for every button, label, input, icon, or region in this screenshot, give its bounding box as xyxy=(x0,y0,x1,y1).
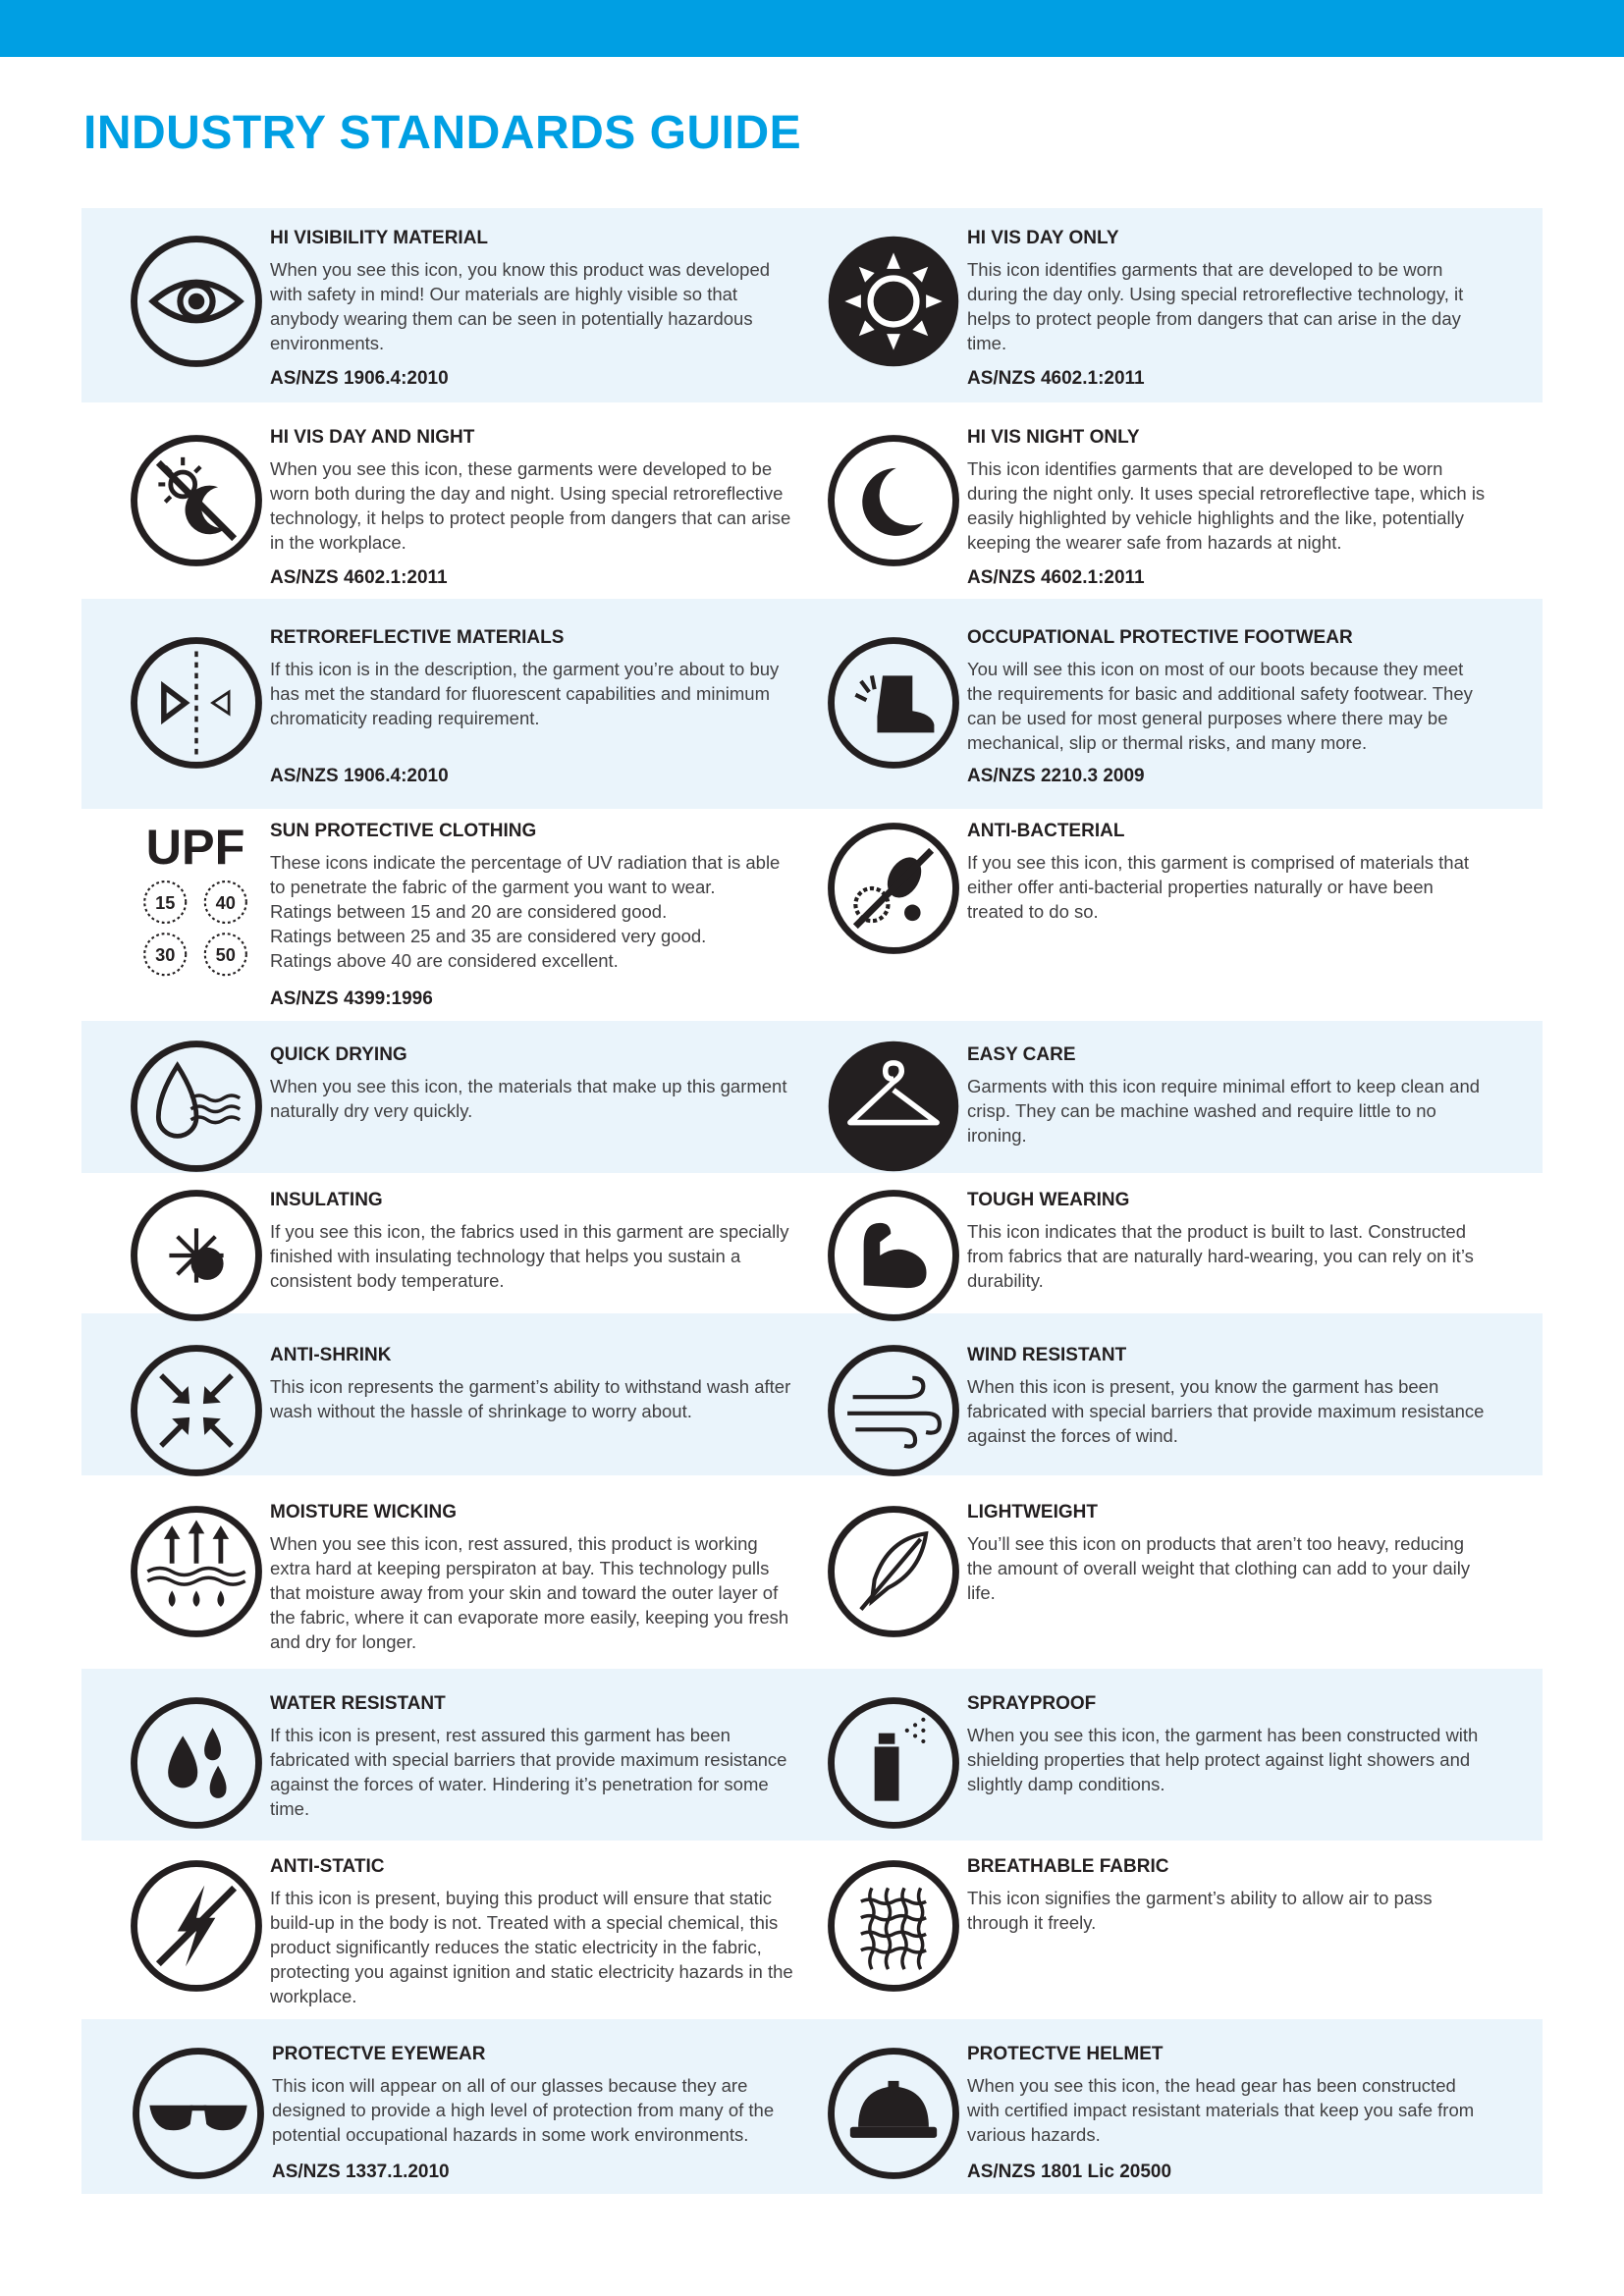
anti-shrink-icon xyxy=(129,1343,264,1478)
wind-icon xyxy=(826,1343,961,1478)
retroreflective-icon xyxy=(129,635,264,771)
item-title: HI VIS NIGHT ONLY xyxy=(967,427,1140,448)
item-description: When you see this icon, rest assured, this product is working extra hard at keeping perspiraton at bay. This technology pulls that moisture away from your skin and toward the outer layer of the fabric, where it can evaporate more easily, keeping you fresh and dry for longer. xyxy=(270,1533,789,1652)
anti-bacterial-icon xyxy=(826,821,961,956)
item-description: When you see this icon, you know this product was developed with safety in mind! Our materials are highly visible so that anybody wearing them can be seen in potentially hazardous environments. xyxy=(270,259,771,353)
item-description: If you see this icon, the fabrics used in this garment are specially finished with insulating technology that helps you sustain a consistent body temperature. xyxy=(270,1221,789,1291)
item-title: HI VIS DAY ONLY xyxy=(967,228,1119,248)
item-standard: AS/NZS 4602.1:2011 xyxy=(967,567,1145,588)
item-title: ANTI-STATIC xyxy=(270,1856,385,1877)
rating-line: Ratings above 40 are considered excellent. xyxy=(270,950,619,971)
item-description: This icon signifies the garment’s ability to allow air to pass through it freely. xyxy=(967,1888,1433,1933)
item-standard: AS/NZS 4602.1:2011 xyxy=(270,567,448,588)
rating-line: Ratings between 15 and 20 are considered good. xyxy=(270,901,668,922)
item-standard: AS/NZS 4602.1:2011 xyxy=(967,368,1145,389)
eye-icon xyxy=(129,234,264,369)
item-title: ANTI-SHRINK xyxy=(270,1345,392,1365)
upf-icon xyxy=(127,819,264,986)
item-title: RETROREFLECTIVE MATERIALS xyxy=(270,627,565,648)
item-standard: AS/NZS 1906.4:2010 xyxy=(270,766,449,786)
upf-rating: 15 xyxy=(155,893,176,913)
item-description: When you see this icon, the garment has been constructed with shielding properties that help protect against light showers and slightly damp conditions. xyxy=(967,1725,1479,1794)
spray-can-icon xyxy=(826,1695,961,1831)
sun-moon-icon xyxy=(129,433,264,568)
item-standard: AS/NZS 1801 Lic 20500 xyxy=(967,2162,1172,2182)
item-description: If this icon is in the description, the garment you’re about to buy has met the standard for fluorescent capabilities and minimum chromaticity reading requirement. xyxy=(270,659,780,728)
item-description: You will see this icon on most of our boots because they meet the requirements for basic and additional safety footwear. They can be used for most general purposes where there may be mechanical, slip or thermal risks, and many more. xyxy=(967,659,1473,753)
upf-rating: 50 xyxy=(215,945,236,966)
hanger-icon xyxy=(826,1039,961,1174)
item-description: You’ll see this icon on products that aren’t too heavy, reducing the amount of overall weight that clothing can add to your daily life. xyxy=(967,1533,1471,1603)
item-title: SUN PROTECTIVE CLOTHING xyxy=(270,821,537,841)
page-title: INDUSTRY STANDARDS GUIDE xyxy=(83,107,802,159)
sunglasses-icon xyxy=(131,2046,266,2181)
item-description: If this icon is present, buying this product will ensure that static build-up in the body is not. Treated with a special chemical, this product significantly reduces the static electricity in the fabric, protecting you against ignition and static electricity hazards in the workplace. xyxy=(270,1888,793,2006)
insulating-icon xyxy=(129,1188,264,1323)
item-title: OCCUPATIONAL PROTECTIVE FOOTWEAR xyxy=(967,627,1353,648)
item-title: ANTI-BACTERIAL xyxy=(967,821,1125,841)
item-description: If this icon is present, rest assured this garment has been fabricated with special barriers that provide maximum resistance against the forces of water. Hindering it’s penetration for some time. xyxy=(270,1725,787,1819)
moisture-wicking-icon xyxy=(129,1504,264,1639)
top-accent-bar xyxy=(0,0,1624,57)
item-standard: AS/NZS 2210.3 2009 xyxy=(967,766,1145,786)
item-standard: AS/NZS 1906.4:2010 xyxy=(270,368,449,389)
item-title: PROTECTVE EYEWEAR xyxy=(272,2044,486,2064)
item-description: When you see this icon, these garments were developed to be worn both during the day and night. Using special retroreflective technology, it helps to protect people from dangers that can arise in the workplace. xyxy=(270,458,791,553)
item-description: This icon indicates that the product is built to last. Constructed from fabrics that are naturally hard-wearing, you can rely on it’s durability. xyxy=(967,1221,1474,1291)
item-title: PROTECTVE HELMET xyxy=(967,2044,1164,2064)
item-title: EASY CARE xyxy=(967,1044,1076,1065)
item-title: HI VIS DAY AND NIGHT xyxy=(270,427,475,448)
rating-line: Ratings between 25 and 35 are considered very good. xyxy=(270,926,707,946)
item-description: When this icon is present, you know the garment has been fabricated with special barriers that provide maximum resistance against the forces of wind. xyxy=(967,1376,1485,1446)
boot-icon xyxy=(826,635,961,771)
item-title: SPRAYPROOF xyxy=(967,1693,1097,1714)
item-description: This icon will appear on all of our glasses because they are designed to provide a high level of protection from many of the potential occupational hazards in some work environments. xyxy=(272,2075,775,2145)
moon-icon xyxy=(826,433,961,568)
item-title: WIND RESISTANT xyxy=(967,1345,1127,1365)
item-title: HI VISIBILITY MATERIAL xyxy=(270,228,489,248)
item-description: When you see this icon, the materials that make up this garment naturally dry very quickly. xyxy=(270,1076,787,1121)
item-title: BREATHABLE FABRIC xyxy=(967,1856,1169,1877)
item-title: WATER RESISTANT xyxy=(270,1693,446,1714)
breathable-fabric-icon xyxy=(826,1858,961,1994)
water-drops-icon xyxy=(129,1695,264,1831)
upf-label: UPF xyxy=(145,819,245,875)
anti-static-icon xyxy=(129,1858,264,1994)
item-description: Garments with this icon require minimal effort to keep clean and crisp. They can be machine washed and require little to no ironing. xyxy=(967,1076,1481,1146)
item-standard: AS/NZS 4399:1996 xyxy=(270,988,433,1009)
upf-rating: 30 xyxy=(155,945,176,966)
muscle-arm-icon xyxy=(826,1188,961,1323)
item-title: LIGHTWEIGHT xyxy=(967,1502,1098,1522)
item-description: When you see this icon, the head gear has been constructed with certified impact resistant materials that keep you safe from various hazards. xyxy=(967,2075,1475,2145)
item-description: If you see this icon, this garment is comprised of materials that either offer anti-bacterial properties naturally or have been treated to do so. xyxy=(967,852,1470,922)
item-title: MOISTURE WICKING xyxy=(270,1502,457,1522)
upf-rating: 40 xyxy=(215,893,236,913)
quick-drying-icon xyxy=(129,1039,264,1174)
item-title: TOUGH WEARING xyxy=(967,1190,1130,1210)
item-title: QUICK DRYING xyxy=(270,1044,407,1065)
item-description: This icon identifies garments that are developed to be worn during the night only. It uses special retroreflective tape, which is easily highlighted by vehicle highlights and the like, potentially keeping the wearer safe from hazards at night. xyxy=(967,458,1486,553)
item-description: This icon identifies garments that are developed to be worn during the day only. Using special retroreflective technology, it helps to protect people from dangers that can arise in the day time. xyxy=(967,259,1464,353)
item-description: This icon represents the garment’s ability to withstand wash after wash without the hassle of shrinkage to worry about. xyxy=(270,1376,791,1421)
item-title: INSULATING xyxy=(270,1190,383,1210)
hard-hat-icon xyxy=(826,2046,961,2181)
item-description: These icons indicate the percentage of UV radiation that is able to penetrate the fabric of the garment you want to wear. xyxy=(270,852,781,897)
item-standard: AS/NZS 1337.1.2010 xyxy=(272,2162,450,2182)
feather-icon xyxy=(826,1504,961,1639)
sun-icon xyxy=(826,234,961,369)
